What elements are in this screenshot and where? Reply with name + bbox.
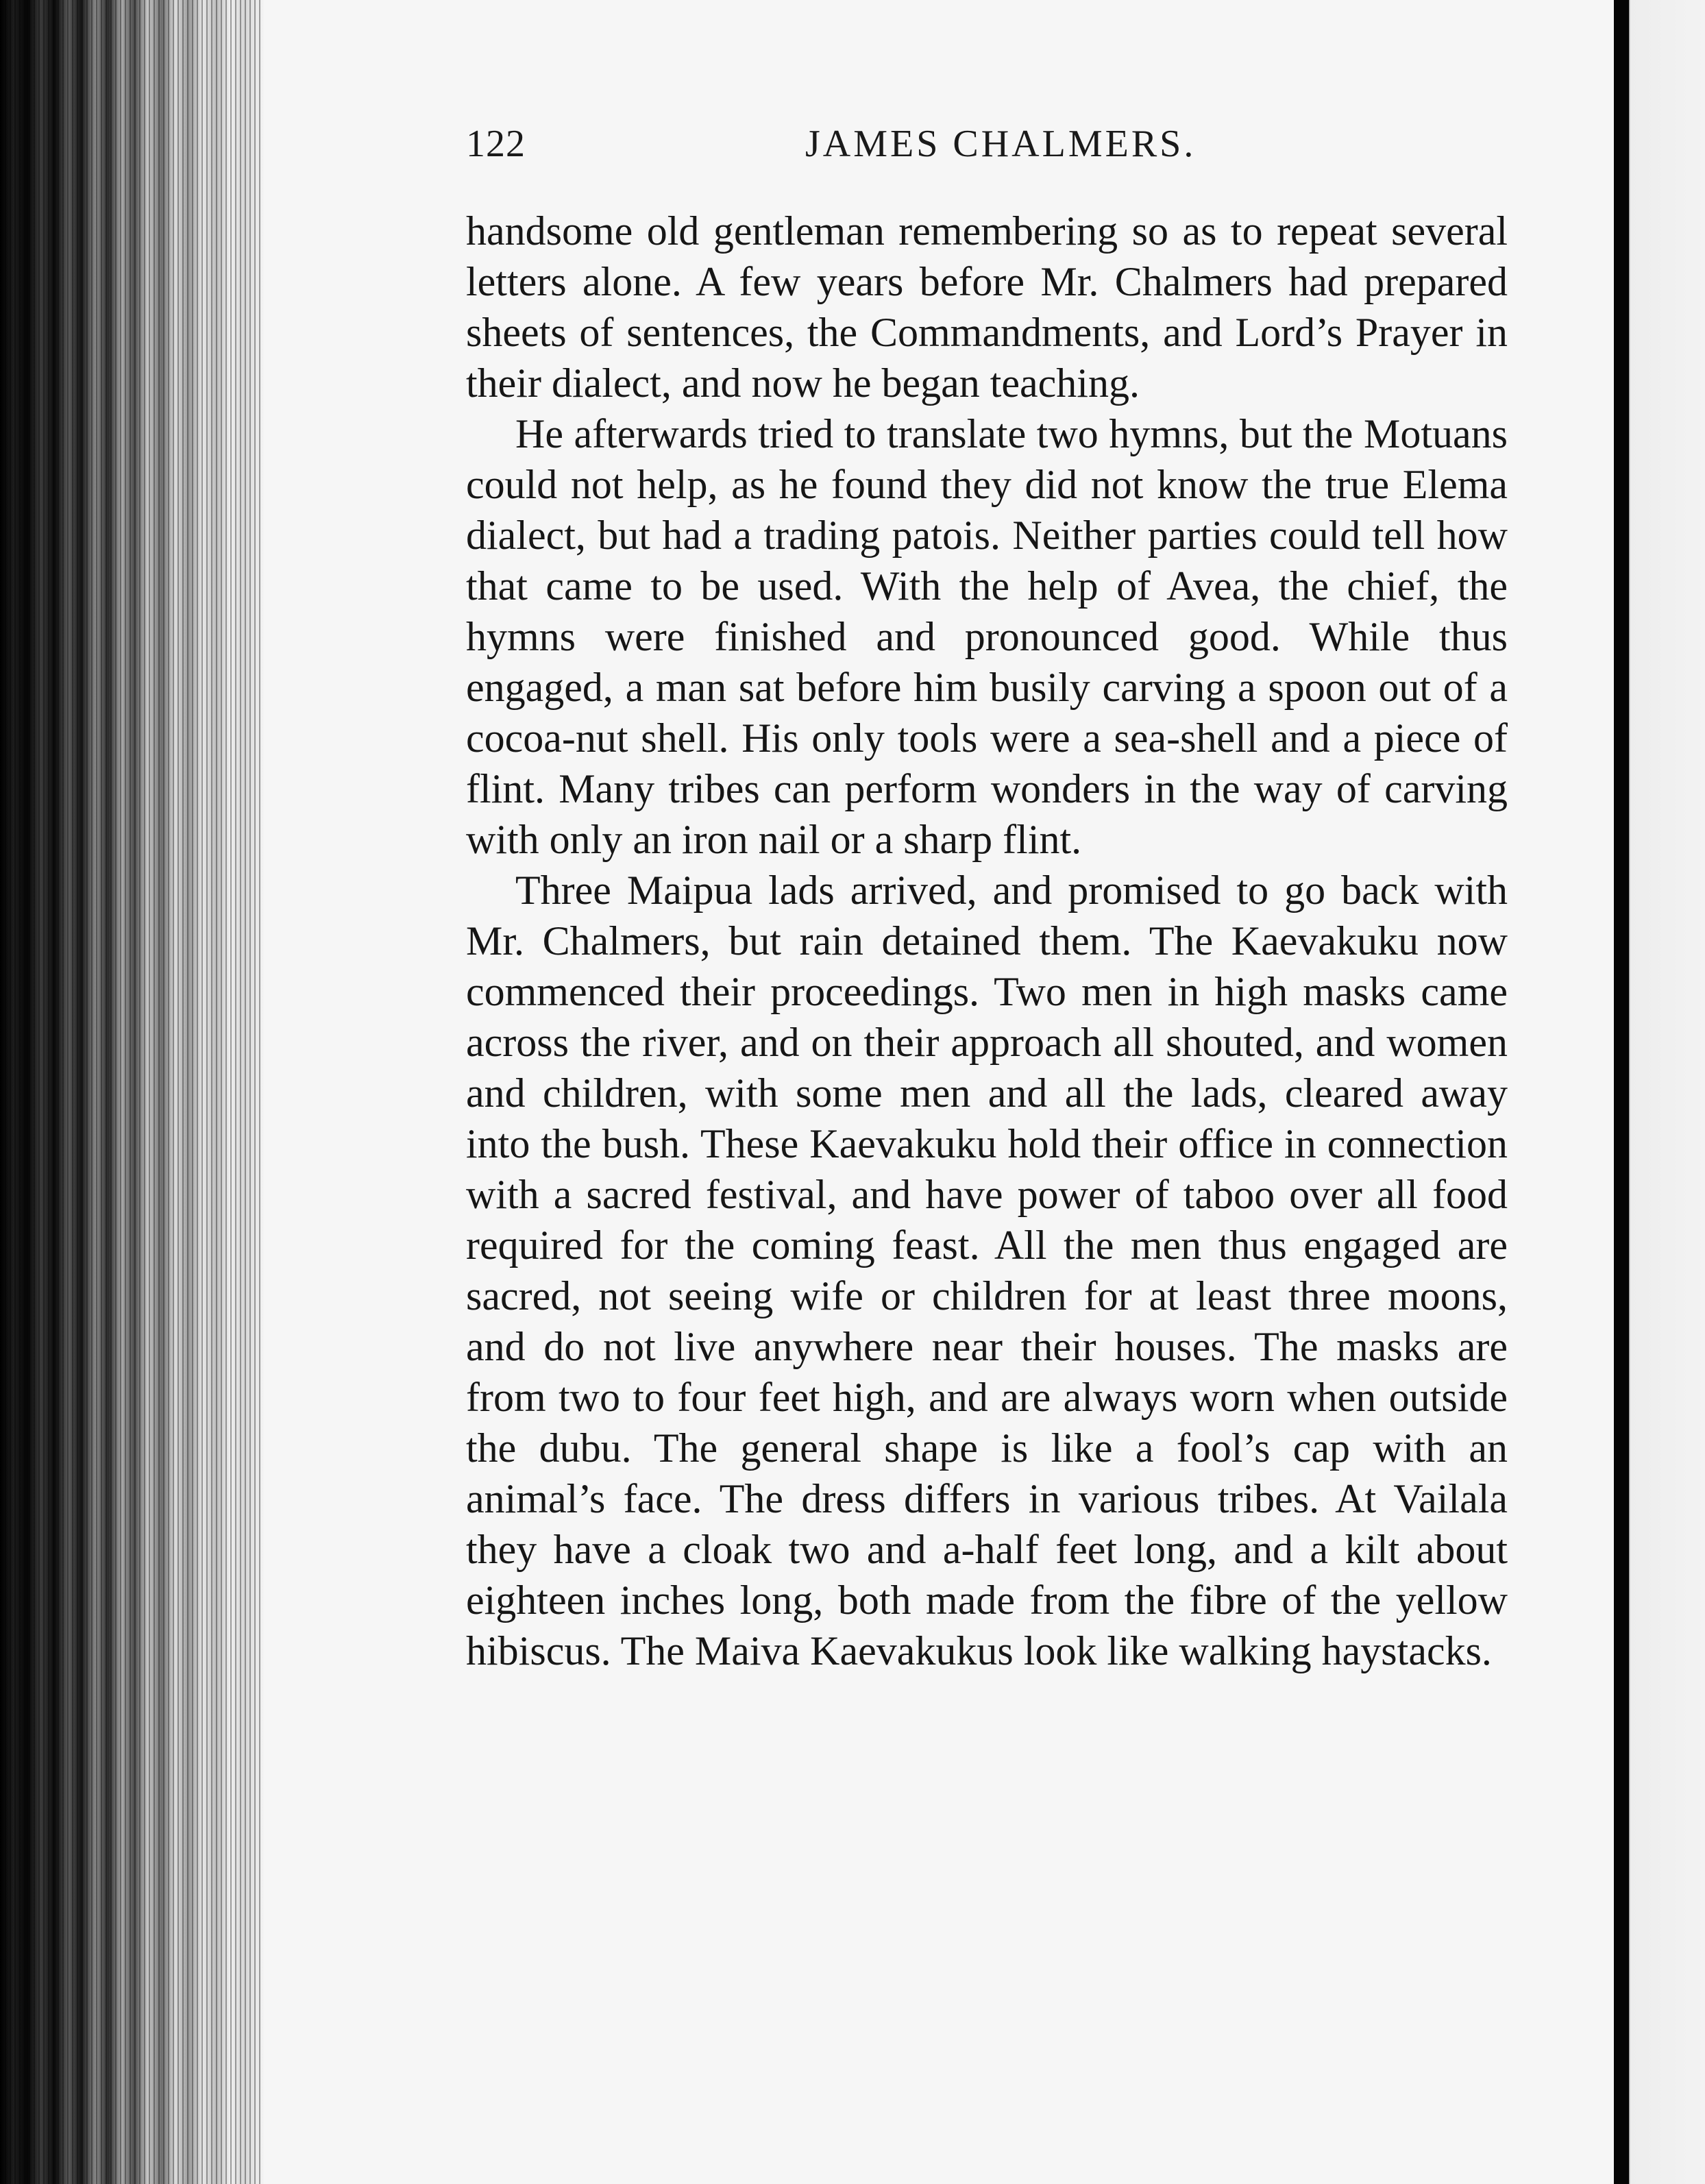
page-header	[466, 122, 1521, 184]
paragraph-2: He afterwards tried to translate two hymns, but the Motuans could not help, as he found they did not know the true Elema dialect, but had a trading patois. Neither parties could tell how that came to be used. With the help of Avea, the chief, the hymns were finished and pronounced good. While thus engaged, a man sat before him busily carving a spoon out of a cocoa-nut shell. His only tools were a sea-shell and a piece of flint. Many tribes can perform wonders in the way of carving with only an iron nail or a sharp flint.	[466, 411, 1508, 862]
right-page-edge	[1614, 0, 1705, 2184]
body-text	[466, 206, 1508, 1676]
paragraph-1: handsome old gentleman remembering so as to repeat several letters alone. A few years before Mr. Chalmers had prepared sheets of sentences, the Commandments, and Lord’s Prayer in their dialect, and now he began teaching.	[466, 208, 1508, 406]
book-binding-edge	[0, 0, 264, 2184]
running-title: JAMES CHALMERS.	[805, 123, 1197, 165]
paragraph-3: Three Maipua lads arrived, and promised to go back with Mr. Chalmers, but rain detained them. The Kaevakuku now commenced their proceedings. Two men in high masks came across the river, and on their approach all shouted, and women and children, with some men and all the lads, cleared away into the bush. These Kaevakuku hold their office in connection with a sacred festival, and have power of taboo over all food required for the coming feast. All the men thus engaged are sacred, not seeing wife or children for at least three moons, and do not live anywhere near their houses. The masks are from two to four feet high, and are always worn when outside the dubu. The general shape is like a fool’s cap with an animal’s face. The dress differs in various tribes. At Vailala they have a cloak two and a-half feet long, and a kilt about eighteen inches long, both made from the fibre of the yellow hibiscus. The Maiva Kaevakukus look like walking haystacks.	[466, 868, 1508, 1673]
page-number: 122	[466, 123, 526, 165]
